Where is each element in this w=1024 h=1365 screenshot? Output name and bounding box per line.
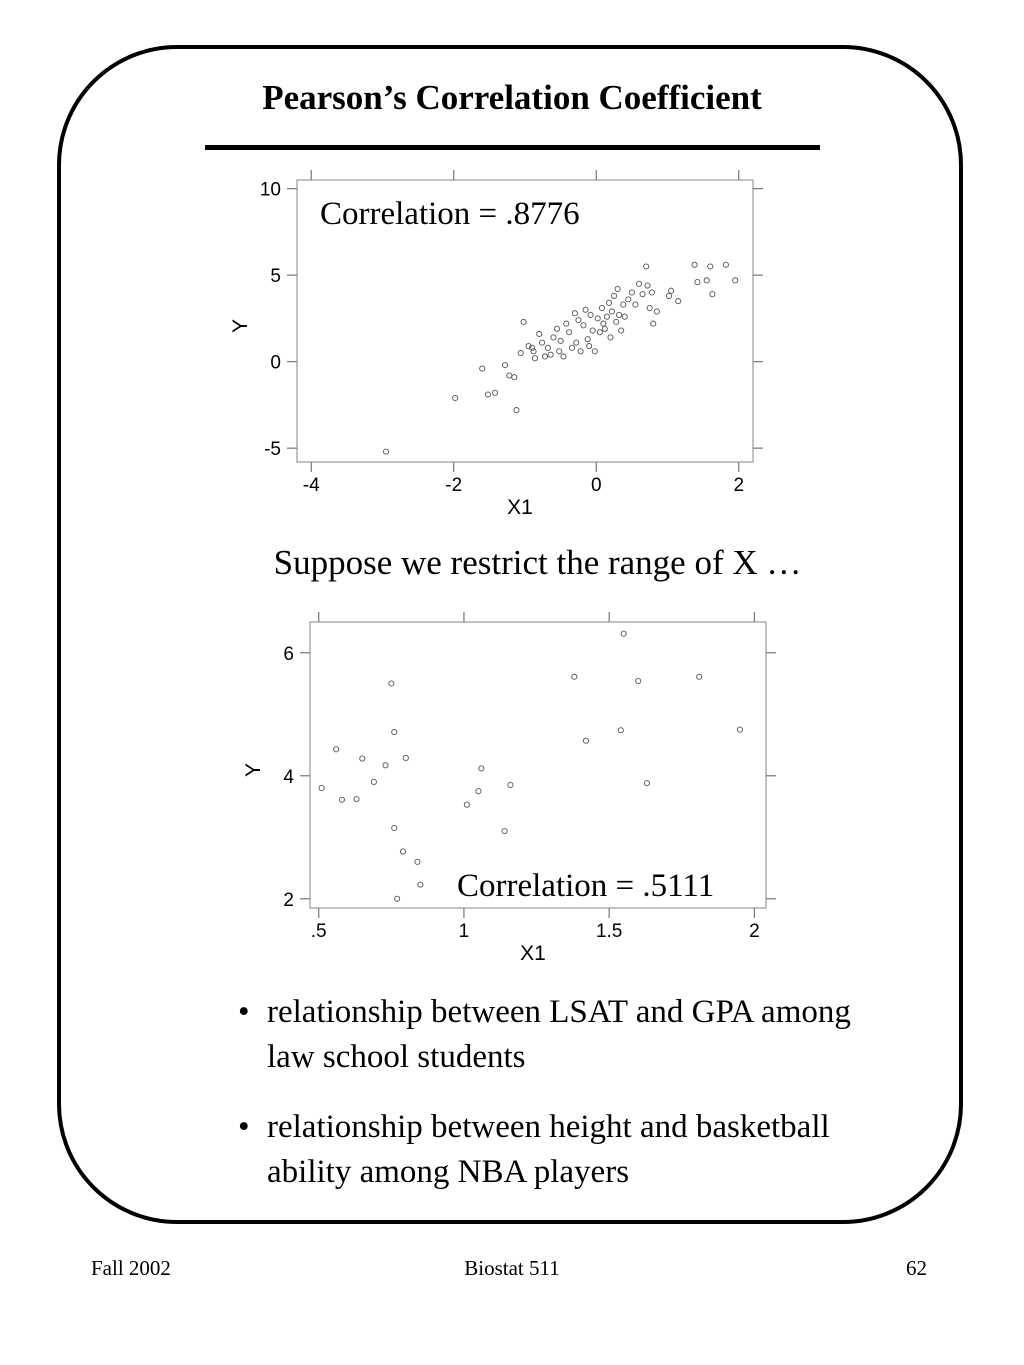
- x-tick-label: -4: [302, 475, 320, 496]
- x-tick-label: 2: [749, 921, 760, 942]
- data-point: [572, 674, 577, 679]
- data-point: [618, 728, 623, 733]
- x-axis-label: X1: [507, 496, 533, 519]
- x-tick-label: 2: [733, 475, 745, 496]
- data-point: [395, 896, 400, 901]
- bullet-text-height-nba: relationship between height and basketball ability among NBA players: [267, 1109, 830, 1190]
- footer-course: Biostat 511: [464, 1256, 560, 1280]
- y-tick-label: 4: [283, 766, 294, 788]
- y-tick-label: 10: [259, 179, 281, 201]
- y-tick-label: 2: [283, 889, 294, 911]
- x-tick-label: 1: [458, 921, 470, 942]
- data-point: [354, 797, 359, 802]
- x-tick-label: 1.5: [595, 921, 623, 942]
- data-point: [403, 755, 408, 760]
- y-axis-label: Y: [242, 762, 265, 778]
- data-point: [392, 729, 397, 734]
- data-point: [737, 727, 742, 732]
- y-tick-label: -5: [264, 439, 281, 461]
- data-point: [502, 829, 507, 834]
- correlation-annotation: Correlation = .5111: [457, 868, 715, 904]
- x-tick-label: -2: [445, 475, 463, 496]
- data-point: [508, 782, 513, 787]
- plot-area-border: [310, 622, 766, 908]
- data-point: [415, 859, 420, 864]
- x-tick-label: .5: [310, 921, 327, 942]
- x-axis-label: X1: [520, 942, 546, 965]
- data-point: [389, 681, 394, 686]
- data-point: [476, 789, 481, 794]
- data-point: [360, 756, 365, 761]
- range-restriction-caption: Suppose we restrict the range of X …: [273, 543, 802, 582]
- data-point: [697, 674, 702, 679]
- data-point: [644, 781, 649, 786]
- data-point: [464, 802, 469, 807]
- correlation-annotation: Correlation = .8776: [320, 196, 580, 232]
- data-point: [319, 785, 324, 790]
- x-tick-label: 0: [590, 475, 602, 496]
- y-tick-label: 5: [270, 266, 281, 288]
- bullet-marker: •: [238, 1109, 250, 1145]
- footer-term: Fall 2002: [91, 1256, 171, 1280]
- data-point: [383, 763, 388, 768]
- slide-title: Pearson’s Correlation Coefficient: [262, 78, 762, 117]
- data-point: [621, 631, 626, 636]
- y-axis-label: Y: [229, 318, 252, 334]
- data-point: [400, 849, 405, 854]
- data-point: [392, 825, 397, 830]
- y-tick-label: 0: [270, 352, 281, 374]
- bullet-item: [238, 1105, 878, 1195]
- data-point: [418, 882, 423, 887]
- data-point: [583, 738, 588, 743]
- bullet-text-lsat-gpa: relationship between LSAT and GPA among law school students: [267, 994, 851, 1075]
- y-tick-label: 6: [283, 643, 294, 665]
- bullet-item: [238, 990, 878, 1080]
- bullet-marker: •: [238, 994, 250, 1030]
- data-point: [371, 779, 376, 784]
- data-point: [339, 797, 344, 802]
- data-point: [479, 766, 484, 771]
- data-point: [636, 678, 641, 683]
- bullet-list: [238, 990, 878, 1220]
- footer-page-number: 62: [906, 1256, 927, 1280]
- data-point: [334, 747, 339, 752]
